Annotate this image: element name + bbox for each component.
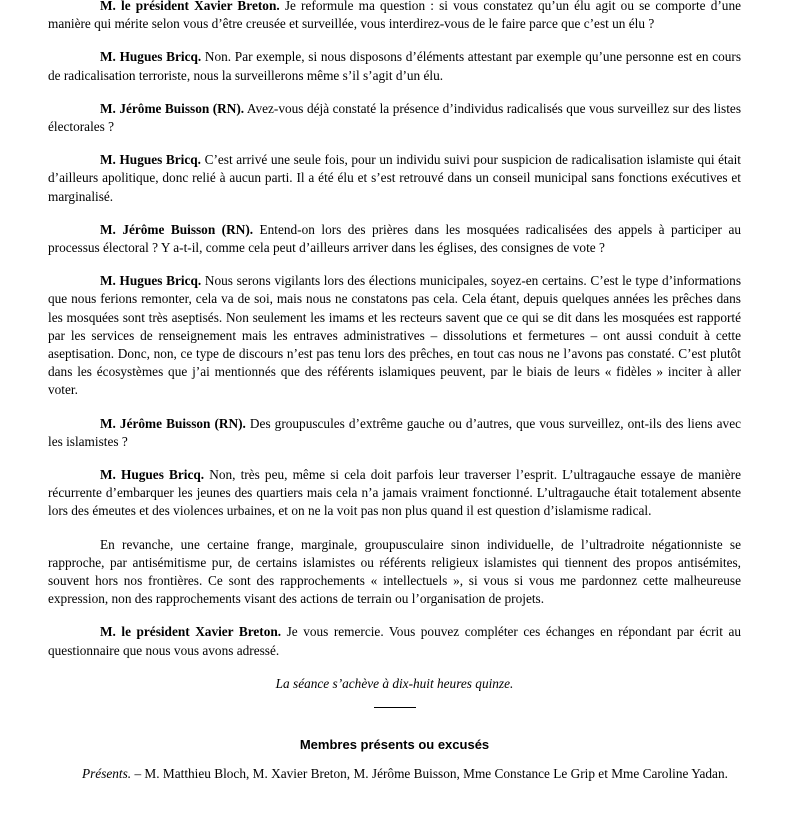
paragraph-text: Nous serons vigilants lors des élections municipales, soyez-en certains. C’est le type d’informations que nous ferions remonter, cela va de soi, mais nous ne constatons pas cela. Cela étant, depuis quelques années les prêches dans les mosquées sont très aseptisés. Non seulement les imams et les recteurs savent que ce qui se dit dans les mosquées est rapporté par les services de renseignement mais les entraves administratives – dissolutions et fermetures – ont aussi conduit à cette aseptisation. Donc, non, ce type de discours n’est pas tenu lors des prêches, en tout cas nous ne l’avons pas constaté. C’est plutôt dans les écosystèmes que j’ai mentionnés que des référents islamiques peuvent, par le biais de leurs « fidèles » inciter à aller voter. [48, 273, 742, 398]
speaker-name: M. le président Xavier Breton. [100, 624, 282, 640]
paragraph-text: Non. Par exemple, si nous disposons d’éléments attestant par exemple qu’une personne est en cours de radicalisation terroriste, nous la surveillerons même s’il s’agit d’un élu. [48, 49, 741, 83]
separator-rule [374, 707, 416, 708]
speaker-name: M. Jérôme Buisson (RN). [100, 100, 245, 116]
speaker-name: M. Hugues Bricq. [100, 467, 205, 483]
members-section-title: Membres présents ou excusés [299, 737, 490, 753]
paragraph-text: Des groupuscules d’extrême gauche ou d’autres, que vous surveillez, ont-ils des liens avec les islamistes ? [48, 415, 741, 449]
paragraph-text: Je reformule ma question : si vous constatez qu’un élu agit ou se comporte d’une manière qui mérite selon vous d’être creusée et surveillée, vous interdirez-vous de le faire parce que c’est un élu ? [48, 0, 742, 32]
speaker-name: M. Hugues Bricq. [100, 49, 202, 65]
transcript-paragraph [48, 48, 741, 84]
members-text: – M. Matthieu Bloch, M. Xavier Breton, M. Jérôme Buisson, Mme Constance Le Grip et Mme Caroline Yadan. [131, 766, 728, 782]
document-page [48, 0, 741, 784]
paragraph-text: En revanche, une certaine frange, marginale, groupusculaire sinon individuelle, de l’ultradroite négationniste se rapproche, par antisémitisme pur, de certains islamistes ou référents religieux islamistes qui tiennent des propos antisémites, souvent hors nos frontières. Ce sont des rapprochements « intellectuels », si vous si vous me pardonnez cette malheureuse expression, non des rapprochements visant des actions de terrain ou l’organisation de projets. [48, 536, 741, 607]
speaker-name: M. le président Xavier Breton. [100, 0, 280, 13]
members-label: Présents. [82, 766, 132, 782]
transcript-paragraph [48, 0, 741, 33]
transcript-paragraph [48, 415, 741, 451]
transcript-paragraph [48, 466, 741, 521]
paragraph-text: Non, très peu, même si cela doit parfois leur traverser l’esprit. L’ultragauche essaye de manière récurrente d’embarquer les jeunes des quartiers mais cela n’a jamais vraiment fonctionné. L’ultragauche était totalement absente lors des émeutes et des violences urbaines, et on ne la voit pas non plus quand il est question d’islamisme radical. [48, 467, 742, 519]
paragraph-text: C’est arrivé une seule fois, pour un individu suivi pour suspicion de radicalisation islamiste qui était d’ailleurs apolitique, donc relié à aucun parti. Il a été élu et s’est retrouvé dans un conseil municipal sans fonctions exécutives et marginalisé. [48, 152, 742, 204]
transcript-paragraph [48, 100, 741, 136]
paragraph-text: Avez-vous déjà constaté la présence d’individus radicalisés que vous surveillez sur des listes électorales ? [48, 100, 741, 135]
speaker-name: M. Hugues Bricq. [100, 152, 201, 168]
paragraph-text: Entend-on lors des prières dans les mosquées radicalisées des appels à participer au processus électoral ? Y a-t-il, comme cela peut d’ailleurs arriver dans les églises, des consignes de vote ? [48, 221, 741, 256]
transcript-paragraph [48, 272, 741, 399]
speaker-name: M. Jérôme Buisson (RN). [100, 415, 246, 431]
members-list [48, 765, 741, 783]
transcript-paragraph [48, 623, 741, 659]
transcript-paragraph [48, 151, 741, 206]
session-closing-note: La séance s’achève à dix-huit heures quinze. [275, 675, 514, 691]
speaker-name: M. Hugues Bricq. [100, 273, 202, 289]
speaker-name: M. Jérôme Buisson (RN). [100, 221, 254, 237]
transcript-paragraph [48, 536, 741, 609]
transcript-paragraph [48, 221, 741, 257]
paragraph-text: Je vous remercie. Vous pouvez compléter ces échanges en répondant par écrit au questionnaire que nous vous avons adressé. [48, 624, 741, 658]
